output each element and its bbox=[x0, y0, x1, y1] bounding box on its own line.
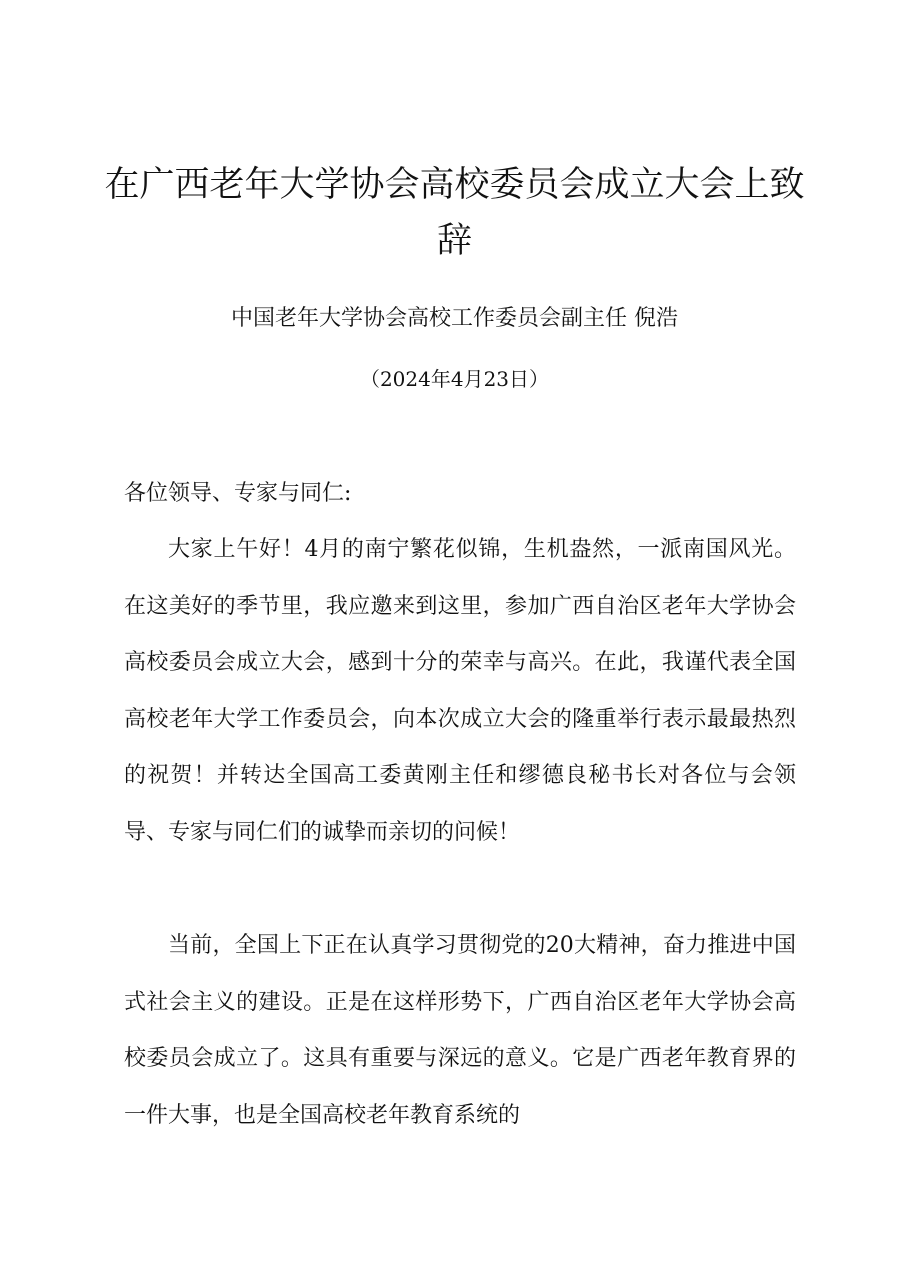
speaker-byline: 中国老年大学协会高校工作委员会副主任 倪浩 bbox=[231, 306, 678, 331]
body-paragraph-1: 大家上午好！4月的南宁繁花似锦，生机盎然，一派南国风光。在这美好的季节里，我应邀来到这里，参加广西自治区老年大学协会高校委员会成立大会，感到十分的荣幸与高兴。在此，我谨代表全国高校老年大学工作委员会，向本次成立大会的隆重举行表示最最热烈的祝贺！并转达全国高工委黄刚主任和缪德良秘书长对各位与会领导、专家与同仁们的诚挚而亲切的问候！ bbox=[124, 537, 796, 845]
document-title-line-1: 在广西老年大学协会高校委员会成立大会上致 bbox=[104, 165, 805, 205]
document-title-line-2: 辞 bbox=[436, 221, 472, 261]
speech-date: （2024年4月23日） bbox=[359, 367, 550, 391]
salutation: 各位领导、专家与同仁: bbox=[124, 481, 352, 506]
body-paragraph-2: 当前，全国上下正在认真学习贯彻党的20大精神，奋力推进中国式社会主义的建设。正是在这样形势下，广西自治区老年大学协会高校委员会成立了。这具有重要与深远的意义。它是广西老年教育界的一件大事，也是全国高校老年教育系统的 bbox=[124, 933, 796, 1128]
